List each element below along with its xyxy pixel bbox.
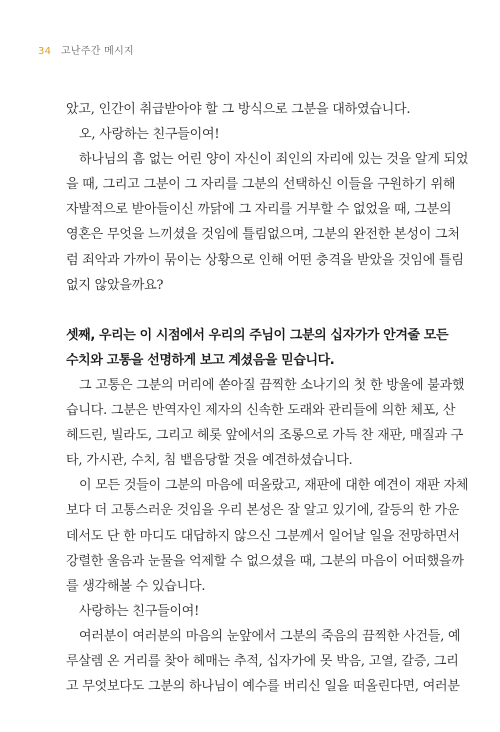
text-line: 타, 가시관, 수치, 침 뱉음당할 것을 예견하셨습니다. [66, 453, 353, 469]
section-spacer [66, 298, 466, 323]
text-line: 를 생각해볼 수 있습니다. [66, 578, 206, 594]
text-line: 을 때, 그리고 그분이 그 자리를 그분의 선택하신 이들을 구원하기 위해 [66, 177, 456, 193]
text-line: 습니다. 그분은 반역자인 제자의 신속한 도래와 관리들에 의한 체포, 산 [66, 403, 456, 419]
text-line: 강렬한 울음과 눈물을 억제할 수 없으셨을 때, 그분의 마음이 어떠했을까 [66, 553, 464, 569]
text-line: 자발적으로 받아들이신 까닭에 그 자리를 거부할 수 없었을 때, 그분의 [66, 202, 452, 218]
text-line: 루살렘 온 거리를 찾아 헤매는 추적, 십자가에 못 박음, 고열, 갈증, 그리 [66, 653, 459, 669]
text-line: 았고, 인간이 취급받아야 할 그 방식으로 그분을 대하였습니다. [66, 102, 411, 117]
page-number: 34 [38, 46, 52, 57]
text-line: 그 고통은 그분의 머리에 쏟아질 끔찍한 소나기의 첫 한 방울에 불과했 [79, 377, 465, 393]
running-header [38, 42, 134, 57]
text-line: 보다 더 고통스러운 것임을 우리 본성은 잘 알고 있기에, 갈등의 한 가운 [66, 503, 460, 519]
text-line: 데서도 단 한 마디도 대답하지 않으신 그분께서 일어날 일을 전망하면서 [66, 528, 460, 544]
text-line: 오, 사랑하는 친구들이여! [79, 127, 220, 143]
text-line: 하나님의 흠 없는 어린 양이 자신이 죄인의 자리에 있는 것을 알게 되었 [79, 152, 469, 168]
text-line: 여러분이 여러분의 마음의 눈앞에서 그분의 죽음의 끔찍한 사건들, 예 [79, 628, 461, 644]
body-text [66, 97, 469, 699]
text-line: 사랑하는 친구들이여! [79, 603, 200, 619]
text-line: 럼 죄악과 가까이 묶이는 상황으로 인해 어떤 충격을 받았을 것임에 틀림 [66, 252, 464, 268]
text-line: 헤드린, 빌라도, 그리고 헤롯 앞에서의 조롱으로 가득 찬 재판, 매질과 구 [66, 428, 464, 444]
section-heading-line: 셋째, 우리는 이 시점에서 우리의 주님이 그분의 십자가가 안겨줄 모든 [66, 327, 449, 343]
text-line: 이 모든 것들이 그분의 마음에 떠올랐고, 재판에 대한 예견이 재판 자체 [79, 478, 469, 494]
text-line: 영혼은 무엇을 느끼셨을 것임에 틀림없으며, 그분의 완전한 본성이 그처 [66, 227, 460, 243]
text-line: 없지 않았을까요? [66, 277, 164, 293]
book-title: 고난주간 메시지 [60, 46, 135, 57]
section-heading-line: 수치와 고통을 선명하게 보고 계셨음을 믿습니다. [66, 352, 335, 368]
text-line: 고 무엇보다도 그분의 하나님이 예수를 버리신 일을 떠올린다면, 여러분 [66, 679, 460, 695]
